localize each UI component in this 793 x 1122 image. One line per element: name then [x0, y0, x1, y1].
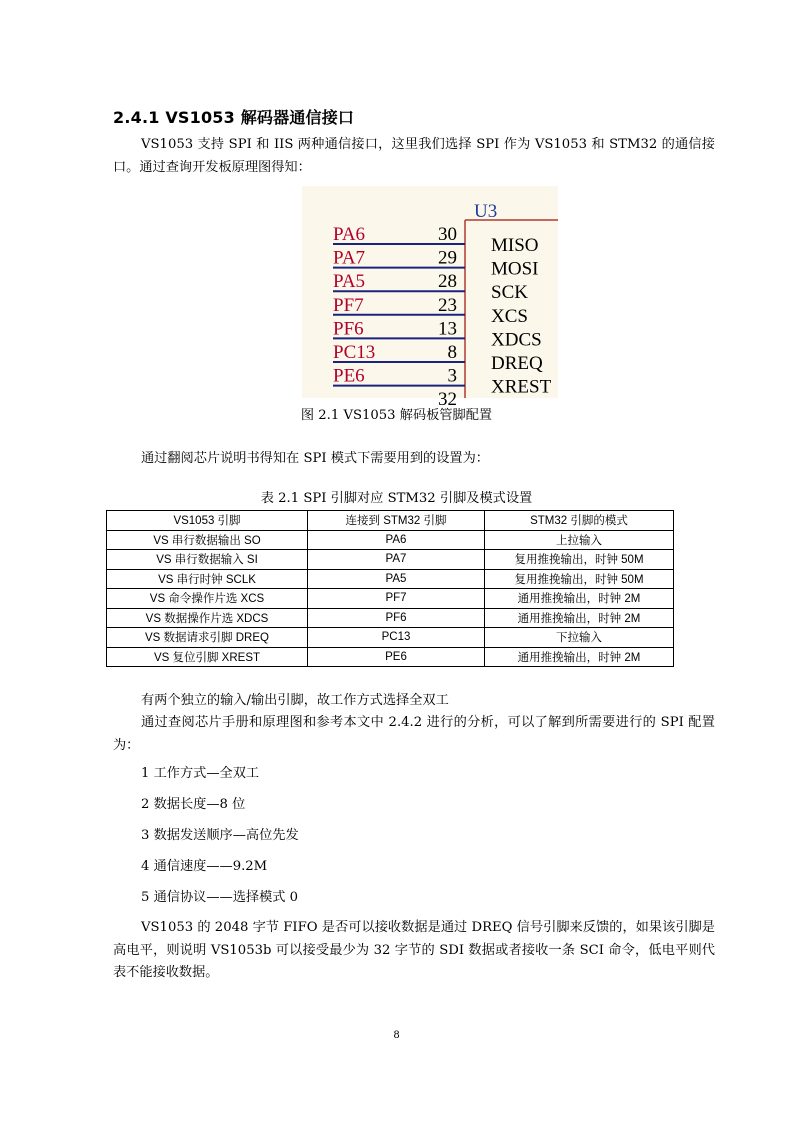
table-cell: VS 串行数据输出 SO	[107, 530, 308, 550]
pin-signal-name: SCK	[491, 282, 528, 304]
pin-port-label: PA6	[333, 224, 366, 245]
table-cell: VS 命令操作片选 XCS	[107, 589, 308, 609]
pin-port-label: PA5	[333, 271, 366, 293]
pin-signal-name: DREQ	[491, 353, 543, 374]
table-cell: PF6	[308, 608, 485, 628]
table-header: STM32 引脚的模式	[485, 511, 674, 531]
table-cell: PA5	[308, 569, 485, 589]
table-cell: PA6	[308, 530, 485, 550]
body-paragraph-3: VS1053 的 2048 字节 FIFO 是否可以接收数据是通过 DREQ 信号引脚来反馈的，如果该引脚是高电平，则说明 VS1053b 可以接受最少为 32 字节的 SDI 数据或者接收一条 SCI 命令，低电平则代表不能接收数据。	[113, 920, 715, 980]
chip-label: U3	[474, 201, 498, 222]
table-cell: 复用推挽输出，时钟 50M	[485, 550, 674, 570]
schematic-figure	[302, 186, 558, 411]
pin-port-label: PA7	[333, 247, 366, 269]
pin-number: 13	[438, 318, 457, 340]
table-cell: 下拉输入	[485, 628, 674, 648]
pin-port-label: PF7	[333, 294, 364, 316]
table-header-row	[107, 511, 674, 531]
pin-number: 3	[447, 365, 457, 387]
section-heading: 2.4.1 VS1053 解码器通信接口	[113, 108, 355, 127]
config-item: 1 工作方式—全双工	[141, 766, 260, 781]
table-cell: VS 串行时钟 SCLK	[107, 569, 308, 589]
body-paragraph-2: 通过查阅芯片手册和原理图和参考本文中 2.4.2 进行的分析，可以了解到所需要进行的 SPI 配置为：	[113, 715, 715, 753]
pin-number: 30	[438, 224, 457, 245]
table-cell: 通用推挽输出，时钟 2M	[485, 589, 674, 609]
table-cell: 通用推挽输出，时钟 2M	[485, 608, 674, 628]
pin-signal-name: MISO	[491, 235, 539, 256]
pin-port-label: PF6	[333, 318, 364, 340]
table-row	[107, 608, 674, 628]
pin-number: 28	[438, 271, 457, 293]
pin-signal-name: XDCS	[491, 329, 542, 351]
table-row	[107, 530, 674, 550]
pin-signal-name: XCS	[491, 305, 528, 327]
table-header: VS1053 引脚	[107, 511, 308, 531]
table-cell: VS 串行数据输入 SI	[107, 550, 308, 570]
pin-number: 29	[438, 247, 457, 269]
pin-rows	[333, 224, 552, 410]
table-cell: 复用推挽输出，时钟 50M	[485, 569, 674, 589]
pin-signal-name: MOSI	[491, 258, 539, 280]
table-row	[107, 628, 674, 648]
schematic-drawing	[302, 186, 558, 411]
table-row	[107, 569, 674, 589]
pin-number: 8	[447, 342, 457, 363]
table-row	[107, 550, 674, 570]
intro-paragraph: VS1053 支持 SPI 和 IIS 两种通信接口，这里我们选择 SPI 作为 VS1053 和 STM32 的通信接口。通过查询开发板原理图得知：	[113, 137, 715, 175]
page-number: 8	[393, 1030, 400, 1041]
table-cell: VS 数据请求引脚 DREQ	[107, 628, 308, 648]
table-header: 连接到 STM32 引脚	[308, 511, 485, 531]
pin-port-label: PE6	[333, 365, 365, 387]
pin-number: 23	[438, 294, 457, 316]
table-cell: PF7	[308, 589, 485, 609]
config-item: 2 数据长度—8 位	[141, 797, 246, 812]
table-row	[107, 589, 674, 609]
table-cell: VS 数据操作片选 XDCS	[107, 608, 308, 628]
figure-caption: 图 2.1 VS1053 解码板管脚配置	[300, 408, 493, 423]
config-item: 3 数据发送顺序—高位先发	[141, 828, 299, 843]
lead-paragraph: 通过翻阅芯片说明书得知在 SPI 模式下需要用到的设置为：	[141, 451, 489, 466]
pin-signal-name: XREST	[491, 376, 552, 398]
table-cell: 通用推挽输出，时钟 2M	[485, 647, 674, 667]
table-cell: PC13	[308, 628, 485, 648]
config-item: 4 通信速度——9.2M	[141, 859, 268, 874]
table-row	[107, 647, 674, 667]
body-paragraph-1: 有两个独立的输入/输出引脚，故工作方式选择全双工	[141, 693, 449, 708]
table-cell: PE6	[308, 647, 485, 667]
pin-table	[106, 510, 674, 667]
table-cell: PA7	[308, 550, 485, 570]
table-cell: 上拉输入	[485, 530, 674, 550]
pin-number: 32	[438, 389, 457, 411]
table-cell: VS 复位引脚 XREST	[107, 647, 308, 667]
table-caption: 表 2.1 SPI 引脚对应 STM32 引脚及模式设置	[260, 491, 533, 506]
config-item: 5 通信协议——选择模式 0	[141, 890, 299, 905]
pin-port-label: PC13	[333, 342, 376, 363]
